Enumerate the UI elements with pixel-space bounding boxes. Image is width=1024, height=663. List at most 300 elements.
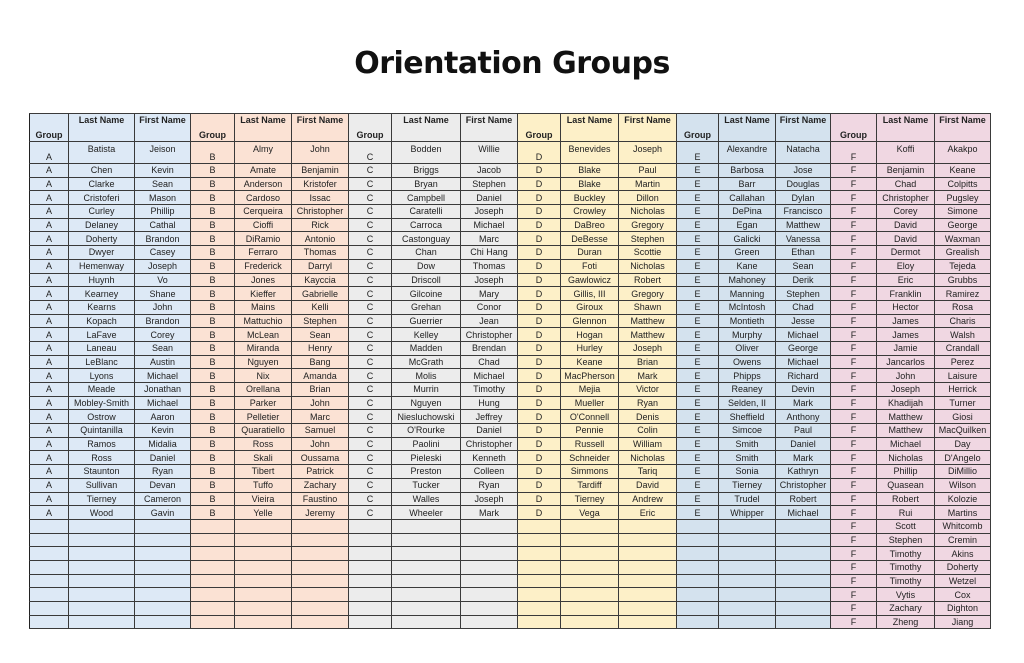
first-name-cell: Jonathan (135, 383, 191, 397)
group-cell: B (191, 300, 235, 314)
first-name-cell: Kolozie (935, 492, 991, 506)
group-cell (349, 533, 392, 547)
first-name-cell: Kayccia (292, 273, 349, 287)
last-name-cell: Chad (877, 177, 935, 191)
last-name-cell (561, 560, 619, 574)
first-name-cell: Paul (776, 424, 831, 438)
last-name-cell: Christopher (877, 191, 935, 205)
first-name-cell: Akakpo (935, 142, 991, 164)
group-cell: A (30, 232, 69, 246)
group-cell (677, 574, 719, 588)
first-name-cell: Aaron (135, 410, 191, 424)
last-name-cell (561, 533, 619, 547)
last-name-cell: Timothy (877, 547, 935, 561)
first-name-cell (776, 615, 831, 629)
table-row (30, 383, 991, 397)
first-name-cell: Mark (619, 369, 677, 383)
first-name-cell: John (292, 142, 349, 164)
last-name-cell: Chen (69, 164, 135, 178)
table-row (30, 560, 991, 574)
last-name-cell: Manning (719, 287, 776, 301)
group-cell (349, 615, 392, 629)
first-name-cell: Grubbs (935, 273, 991, 287)
first-name-cell: Kelli (292, 300, 349, 314)
group-cell: C (349, 177, 392, 191)
last-name-cell: Driscoll (392, 273, 461, 287)
last-name-cell (392, 533, 461, 547)
first-name-cell: Francisco (776, 205, 831, 219)
first-name-cell: Dighton (935, 602, 991, 616)
table-row (30, 355, 991, 369)
first-name-cell: Thomas (461, 259, 518, 273)
group-cell: D (518, 177, 561, 191)
first-name-cell: Faustino (292, 492, 349, 506)
first-name-cell: Nicholas (619, 451, 677, 465)
last-name-cell: Kopach (69, 314, 135, 328)
last-name-cell: Owens (719, 355, 776, 369)
first-name-cell (776, 574, 831, 588)
group-cell: A (30, 300, 69, 314)
first-name-cell: Bang (292, 355, 349, 369)
table-body (30, 142, 991, 629)
last-name-cell (69, 588, 135, 602)
last-name-cell: Smith (719, 437, 776, 451)
group-cell: F (831, 602, 877, 616)
first-name-cell: Stephen (619, 232, 677, 246)
last-name-cell: Zachary (877, 602, 935, 616)
group-cell: F (831, 142, 877, 164)
first-name-cell: Timothy (461, 383, 518, 397)
group-cell: B (191, 341, 235, 355)
table-row (30, 259, 991, 273)
table-row (30, 369, 991, 383)
group-cell: C (349, 232, 392, 246)
last-name-cell: James (877, 314, 935, 328)
first-name-cell: Derik (776, 273, 831, 287)
table-row (30, 615, 991, 629)
header-group: Group (831, 114, 877, 142)
last-name-cell: Blake (561, 164, 619, 178)
last-name-cell: Lyons (69, 369, 135, 383)
first-name-cell: Vo (135, 273, 191, 287)
group-cell: F (831, 615, 877, 629)
group-cell (349, 588, 392, 602)
first-name-cell: Laisure (935, 369, 991, 383)
table-row (30, 506, 991, 520)
first-name-cell: Charis (935, 314, 991, 328)
first-name-cell: Sean (292, 328, 349, 342)
last-name-cell: Selden, II (719, 396, 776, 410)
first-name-cell: Tariq (619, 465, 677, 479)
first-name-cell: Kristofer (292, 177, 349, 191)
group-cell: B (191, 328, 235, 342)
header-group: Group (677, 114, 719, 142)
first-name-cell: Jiang (935, 615, 991, 629)
group-cell: D (518, 383, 561, 397)
first-name-cell: Ryan (619, 396, 677, 410)
group-cell (349, 547, 392, 561)
group-cell: A (30, 465, 69, 479)
group-cell (191, 547, 235, 561)
group-cell (349, 574, 392, 588)
last-name-cell: Rui (877, 506, 935, 520)
last-name-cell (392, 602, 461, 616)
group-cell: D (518, 205, 561, 219)
first-name-cell: Daniel (461, 424, 518, 438)
first-name-cell: Brendan (461, 341, 518, 355)
group-cell: B (191, 142, 235, 164)
table-row (30, 451, 991, 465)
first-name-cell (619, 588, 677, 602)
group-cell: E (677, 205, 719, 219)
last-name-cell: Briggs (392, 164, 461, 178)
group-cell: A (30, 191, 69, 205)
group-cell: A (30, 355, 69, 369)
group-cell: D (518, 451, 561, 465)
group-cell: F (831, 424, 877, 438)
header-first-name: First Name (776, 114, 831, 142)
last-name-cell: Campbell (392, 191, 461, 205)
first-name-cell (776, 547, 831, 561)
last-name-cell: Quaratiello (235, 424, 292, 438)
header-last-name: Last Name (561, 114, 619, 142)
group-cell (191, 588, 235, 602)
last-name-cell: Matthew (877, 424, 935, 438)
last-name-cell (235, 533, 292, 547)
first-name-cell: Mark (776, 451, 831, 465)
first-name-cell: Sean (776, 259, 831, 273)
first-name-cell: Brandon (135, 232, 191, 246)
group-cell: F (831, 355, 877, 369)
group-cell: D (518, 369, 561, 383)
last-name-cell: Dow (392, 259, 461, 273)
group-cell: B (191, 410, 235, 424)
table-row (30, 314, 991, 328)
group-cell: F (831, 533, 877, 547)
last-name-cell: Gawlowicz (561, 273, 619, 287)
first-name-cell: Darryl (292, 259, 349, 273)
group-cell: C (349, 424, 392, 438)
last-name-cell: Timothy (877, 574, 935, 588)
group-cell (191, 533, 235, 547)
first-name-cell (135, 547, 191, 561)
last-name-cell: Hector (877, 300, 935, 314)
first-name-cell: Pugsley (935, 191, 991, 205)
first-name-cell: Samuel (292, 424, 349, 438)
first-name-cell: Benjamin (292, 164, 349, 178)
first-name-cell: Sean (135, 177, 191, 191)
first-name-cell: Colleen (461, 465, 518, 479)
first-name-cell: Jeffrey (461, 410, 518, 424)
table-row (30, 547, 991, 561)
first-name-cell: Mason (135, 191, 191, 205)
first-name-cell: Andrew (619, 492, 677, 506)
first-name-cell: Nicholas (619, 259, 677, 273)
group-cell: F (831, 232, 877, 246)
table-row (30, 232, 991, 246)
group-cell: F (831, 328, 877, 342)
last-name-cell: Amate (235, 164, 292, 178)
table-row (30, 519, 991, 533)
last-name-cell: Preston (392, 465, 461, 479)
first-name-cell: Joseph (135, 259, 191, 273)
first-name-cell: Mary (461, 287, 518, 301)
first-name-cell: Conor (461, 300, 518, 314)
first-name-cell: Michael (461, 369, 518, 383)
first-name-cell: MacQuilken (935, 424, 991, 438)
group-cell (677, 560, 719, 574)
group-cell: D (518, 246, 561, 260)
last-name-cell (561, 519, 619, 533)
last-name-cell (235, 547, 292, 561)
last-name-cell: Ross (235, 437, 292, 451)
first-name-cell (292, 602, 349, 616)
group-cell: A (30, 492, 69, 506)
group-cell: D (518, 465, 561, 479)
first-name-cell: Christopher (461, 328, 518, 342)
first-name-cell (461, 602, 518, 616)
last-name-cell: Chan (392, 246, 461, 260)
group-cell: C (349, 341, 392, 355)
group-cell: A (30, 478, 69, 492)
first-name-cell: Shane (135, 287, 191, 301)
group-cell: D (518, 410, 561, 424)
group-cell: E (677, 246, 719, 260)
first-name-cell: Colin (619, 424, 677, 438)
first-name-cell: Rick (292, 218, 349, 232)
first-name-cell: Robert (776, 492, 831, 506)
last-name-cell: Foti (561, 259, 619, 273)
group-cell (191, 560, 235, 574)
first-name-cell: Jeremy (292, 506, 349, 520)
last-name-cell: Bryan (392, 177, 461, 191)
table-row (30, 437, 991, 451)
group-cell (518, 574, 561, 588)
last-name-cell: Duran (561, 246, 619, 260)
group-cell: A (30, 205, 69, 219)
first-name-cell: Vanessa (776, 232, 831, 246)
last-name-cell: LaFave (69, 328, 135, 342)
first-name-cell: Christopher (776, 478, 831, 492)
last-name-cell: Mains (235, 300, 292, 314)
last-name-cell: Paolini (392, 437, 461, 451)
last-name-cell: Benevides (561, 142, 619, 164)
group-cell: C (349, 218, 392, 232)
last-name-cell: Barr (719, 177, 776, 191)
first-name-cell (461, 615, 518, 629)
last-name-cell: Grehan (392, 300, 461, 314)
group-cell: B (191, 355, 235, 369)
last-name-cell (69, 602, 135, 616)
group-cell (677, 519, 719, 533)
first-name-cell: William (619, 437, 677, 451)
first-name-cell (461, 560, 518, 574)
first-name-cell: Kathryn (776, 465, 831, 479)
first-name-cell: Day (935, 437, 991, 451)
last-name-cell: Zheng (877, 615, 935, 629)
group-cell: F (831, 205, 877, 219)
group-cell: E (677, 164, 719, 178)
first-name-cell: Robert (619, 273, 677, 287)
last-name-cell (392, 519, 461, 533)
group-cell: C (349, 205, 392, 219)
last-name-cell: Tierney (69, 492, 135, 506)
first-name-cell (135, 533, 191, 547)
group-cell: A (30, 314, 69, 328)
last-name-cell: Walles (392, 492, 461, 506)
group-cell: E (677, 341, 719, 355)
first-name-cell: Michael (776, 328, 831, 342)
group-cell: E (677, 396, 719, 410)
group-cell (30, 560, 69, 574)
first-name-cell: Waxman (935, 232, 991, 246)
first-name-cell: Victor (619, 383, 677, 397)
first-name-cell (292, 615, 349, 629)
group-cell: E (677, 177, 719, 191)
first-name-cell: David (619, 478, 677, 492)
group-cell (518, 519, 561, 533)
table-row (30, 533, 991, 547)
first-name-cell: Joseph (461, 273, 518, 287)
first-name-cell (292, 547, 349, 561)
first-name-cell (619, 615, 677, 629)
group-cell: F (831, 273, 877, 287)
last-name-cell: Eric (877, 273, 935, 287)
group-cell: E (677, 492, 719, 506)
group-cell: D (518, 424, 561, 438)
group-cell (518, 602, 561, 616)
last-name-cell: Yelle (235, 506, 292, 520)
group-cell: B (191, 218, 235, 232)
first-name-cell: Joseph (461, 205, 518, 219)
last-name-cell (719, 547, 776, 561)
last-name-cell: Michael (877, 437, 935, 451)
group-cell: E (677, 300, 719, 314)
last-name-cell: Vieira (235, 492, 292, 506)
first-name-cell: Giosi (935, 410, 991, 424)
group-cell: C (349, 506, 392, 520)
first-name-cell: DiMillio (935, 465, 991, 479)
first-name-cell: Michael (776, 355, 831, 369)
last-name-cell: Molis (392, 369, 461, 383)
first-name-cell: Matthew (619, 314, 677, 328)
last-name-cell: Tuffo (235, 478, 292, 492)
last-name-cell: Orellana (235, 383, 292, 397)
table-row (30, 300, 991, 314)
header-first-name: First Name (619, 114, 677, 142)
first-name-cell (292, 519, 349, 533)
last-name-cell: John (877, 369, 935, 383)
group-cell: F (831, 560, 877, 574)
group-cell: F (831, 191, 877, 205)
last-name-cell: Tierney (561, 492, 619, 506)
group-cell: C (349, 287, 392, 301)
group-cell: D (518, 287, 561, 301)
last-name-cell: Galicki (719, 232, 776, 246)
first-name-cell: Denis (619, 410, 677, 424)
header-first-name: First Name (135, 114, 191, 142)
group-cell: F (831, 437, 877, 451)
first-name-cell: Marc (292, 410, 349, 424)
first-name-cell: Simone (935, 205, 991, 219)
first-name-cell: Nicholas (619, 205, 677, 219)
last-name-cell: Batista (69, 142, 135, 164)
last-name-cell (719, 519, 776, 533)
last-name-cell: Giroux (561, 300, 619, 314)
last-name-cell: Curley (69, 205, 135, 219)
first-name-cell: Michael (135, 369, 191, 383)
first-name-cell: Stephen (776, 287, 831, 301)
first-name-cell: Martins (935, 506, 991, 520)
header-last-name: Last Name (392, 114, 461, 142)
group-cell: D (518, 232, 561, 246)
group-cell: F (831, 246, 877, 260)
group-cell: B (191, 396, 235, 410)
last-name-cell: Kearns (69, 300, 135, 314)
table-row (30, 588, 991, 602)
first-name-cell: Devin (776, 383, 831, 397)
first-name-cell (776, 519, 831, 533)
last-name-cell: Crowley (561, 205, 619, 219)
first-name-cell: Michael (776, 506, 831, 520)
first-name-cell: Tejeda (935, 259, 991, 273)
table-row (30, 341, 991, 355)
last-name-cell: Blake (561, 177, 619, 191)
group-cell: E (677, 465, 719, 479)
last-name-cell: Mueller (561, 396, 619, 410)
group-cell: E (677, 273, 719, 287)
orientation-groups-table (29, 113, 991, 629)
group-cell: B (191, 259, 235, 273)
group-cell: C (349, 246, 392, 260)
group-cell: A (30, 506, 69, 520)
group-cell: E (677, 314, 719, 328)
first-name-cell: Douglas (776, 177, 831, 191)
group-cell: B (191, 232, 235, 246)
last-name-cell: Murphy (719, 328, 776, 342)
first-name-cell: Crandall (935, 341, 991, 355)
last-name-cell (719, 588, 776, 602)
group-cell: F (831, 574, 877, 588)
first-name-cell: Gregory (619, 218, 677, 232)
group-cell: F (831, 451, 877, 465)
group-cell: E (677, 383, 719, 397)
last-name-cell: Vega (561, 506, 619, 520)
last-name-cell: Sonia (719, 465, 776, 479)
last-name-cell: Robert (877, 492, 935, 506)
group-cell: A (30, 451, 69, 465)
last-name-cell: Kearney (69, 287, 135, 301)
group-cell: D (518, 191, 561, 205)
last-name-cell (235, 560, 292, 574)
first-name-cell: Natacha (776, 142, 831, 164)
last-name-cell (392, 615, 461, 629)
last-name-cell (69, 547, 135, 561)
table-row (30, 191, 991, 205)
first-name-cell: Stephen (292, 314, 349, 328)
last-name-cell: Mobley-Smith (69, 396, 135, 410)
group-cell: D (518, 478, 561, 492)
last-name-cell: Glennon (561, 314, 619, 328)
first-name-cell: Whitcomb (935, 519, 991, 533)
group-cell: A (30, 383, 69, 397)
first-name-cell: Mark (776, 396, 831, 410)
first-name-cell: Matthew (619, 328, 677, 342)
page-title: Orientation Groups (354, 46, 670, 81)
group-cell: B (191, 164, 235, 178)
last-name-cell: Sheffield (719, 410, 776, 424)
first-name-cell: Ethan (776, 246, 831, 260)
